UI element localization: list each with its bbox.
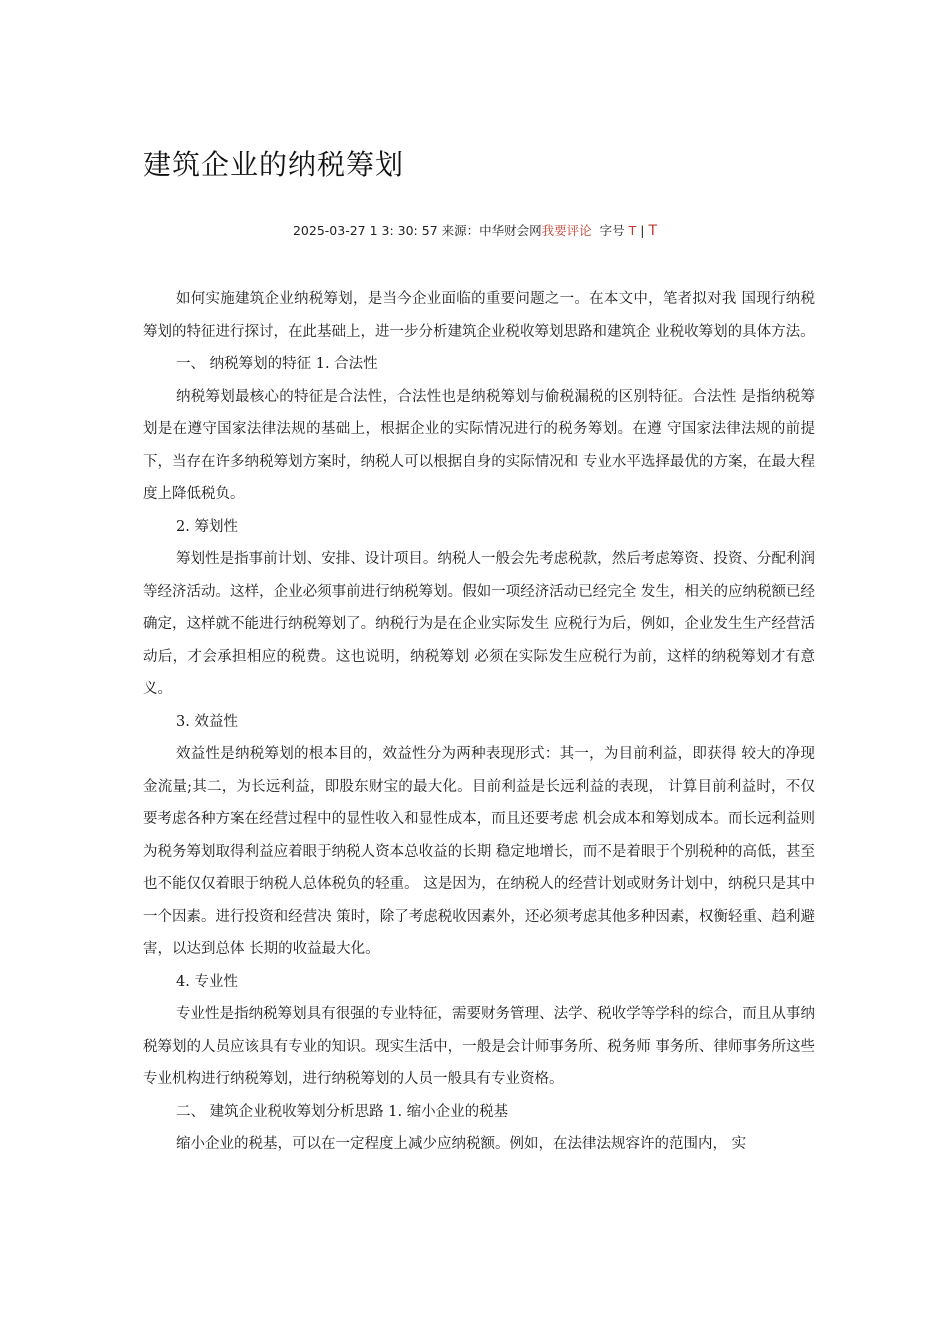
section-heading: 2. 筹划性 xyxy=(176,518,238,535)
font-small-button[interactable]: T xyxy=(628,223,637,238)
article-meta xyxy=(0,221,950,239)
paragraph: 专业性是指纳税筹划具有很强的专业特征，需要财务管理、法学、税收学等学科的综合，而且从事纳税筹划的人员应该具有专业的知识。现实生活中，一般是会计师事务所、税务师 事务所、律师事务所这些专业机构进行纳税筹划，进行纳税筹划的人员一般具有专业资格。 xyxy=(143,1006,815,1087)
paragraph: 纳税筹划最核心的特征是合法性，合法性也是纳税筹划与偷税漏税的区别特征。合法性 是指纳税筹划是在遵守国家法律法规的基础上，根据企业的实际情况进行的税务筹划。在遵 守国家法律法规的前提下，当存在许多纳税筹划方案时，纳税人可以根据自身的实际情况和 专业水平选择最优的方案，在最大程度上降低税负。 xyxy=(143,388,815,502)
font-separator: | xyxy=(640,223,645,238)
section-heading: 一、 纳税筹划的特征 1. 合法性 xyxy=(176,356,378,372)
paragraph: 如何实施建筑企业纳税筹划，是当今企业面临的重要问题之一。在本文中，笔者拟对我 国现行纳税筹划的特征进行探讨，在此基础上，进一步分析建筑企业税收筹划思路和建筑企 业税收筹划的具体方法。 xyxy=(143,291,815,340)
paragraph: 效益性是纳税筹划的根本目的，效益性分为两种表现形式：其一，为目前利益，即获得 较大的净现金流量;其二，为长远利益，即股东财宝的最大化。目前利益是长远利益的表现， 计算目前利益时，不仅要考虑各种方案在经营过程中的显性收入和显性成本，而且还要考虑 机会成本和筹划成本。而长远利益则为税务筹划取得利益应着眼于纳税人资本总收益的长期 稳定地增长，而不是着眼于个别税种的高低，甚至也不能仅仅着眼于纳税人总体税负的轻重。 这是因为，在纳税人的经营计划或财务计划中，纳税只是其中一个因素。进行投资和经营决 策时，除了考虑税收因素外，还必须考虑其他多种因素，权衡轻重、趋利避害，以达到总体 长期的收益最大化。 xyxy=(143,746,815,957)
paragraph: 筹划性是指事前计划、安排、设计项目。纳税人一般会先考虑税款，然后考虑筹资、投资、分配利润等经济活动。这样，企业必须事前进行纳税筹划。假如一项经济活动已经完全 发生，相关的应纳税额已经确定，这样就不能进行纳税筹划了。纳税行为是在企业实际发生 应税行为后，例如，企业发生生产经营活动后，才会承担相应的税费。这也说明，纳税筹划 必须在实际发生应税行为前，这样的纳税筹划才有意义。 xyxy=(143,551,815,697)
publish-datetime: 2025-03-27 1 3: 30: 57 xyxy=(292,223,438,238)
font-large-button[interactable]: T xyxy=(648,223,658,239)
section-heading: 4. 专业性 xyxy=(176,973,238,990)
section-heading: 3. 效益性 xyxy=(176,713,238,730)
fontsize-label: 字号 xyxy=(599,223,625,238)
source-label: 来源：中华财会网 xyxy=(441,223,542,238)
comment-link[interactable]: 我要评论 xyxy=(541,223,592,238)
article-body xyxy=(143,283,815,1161)
page-title: 建筑企业的纳税筹划 xyxy=(143,148,405,181)
paragraph: 缩小企业的税基，可以在一定程度上减少应纳税额。例如，在法律法规容许的范围内， 实 xyxy=(176,1136,747,1152)
section-heading: 二、 建筑企业税收筹划分析思路 1. 缩小企业的税基 xyxy=(176,1103,509,1120)
